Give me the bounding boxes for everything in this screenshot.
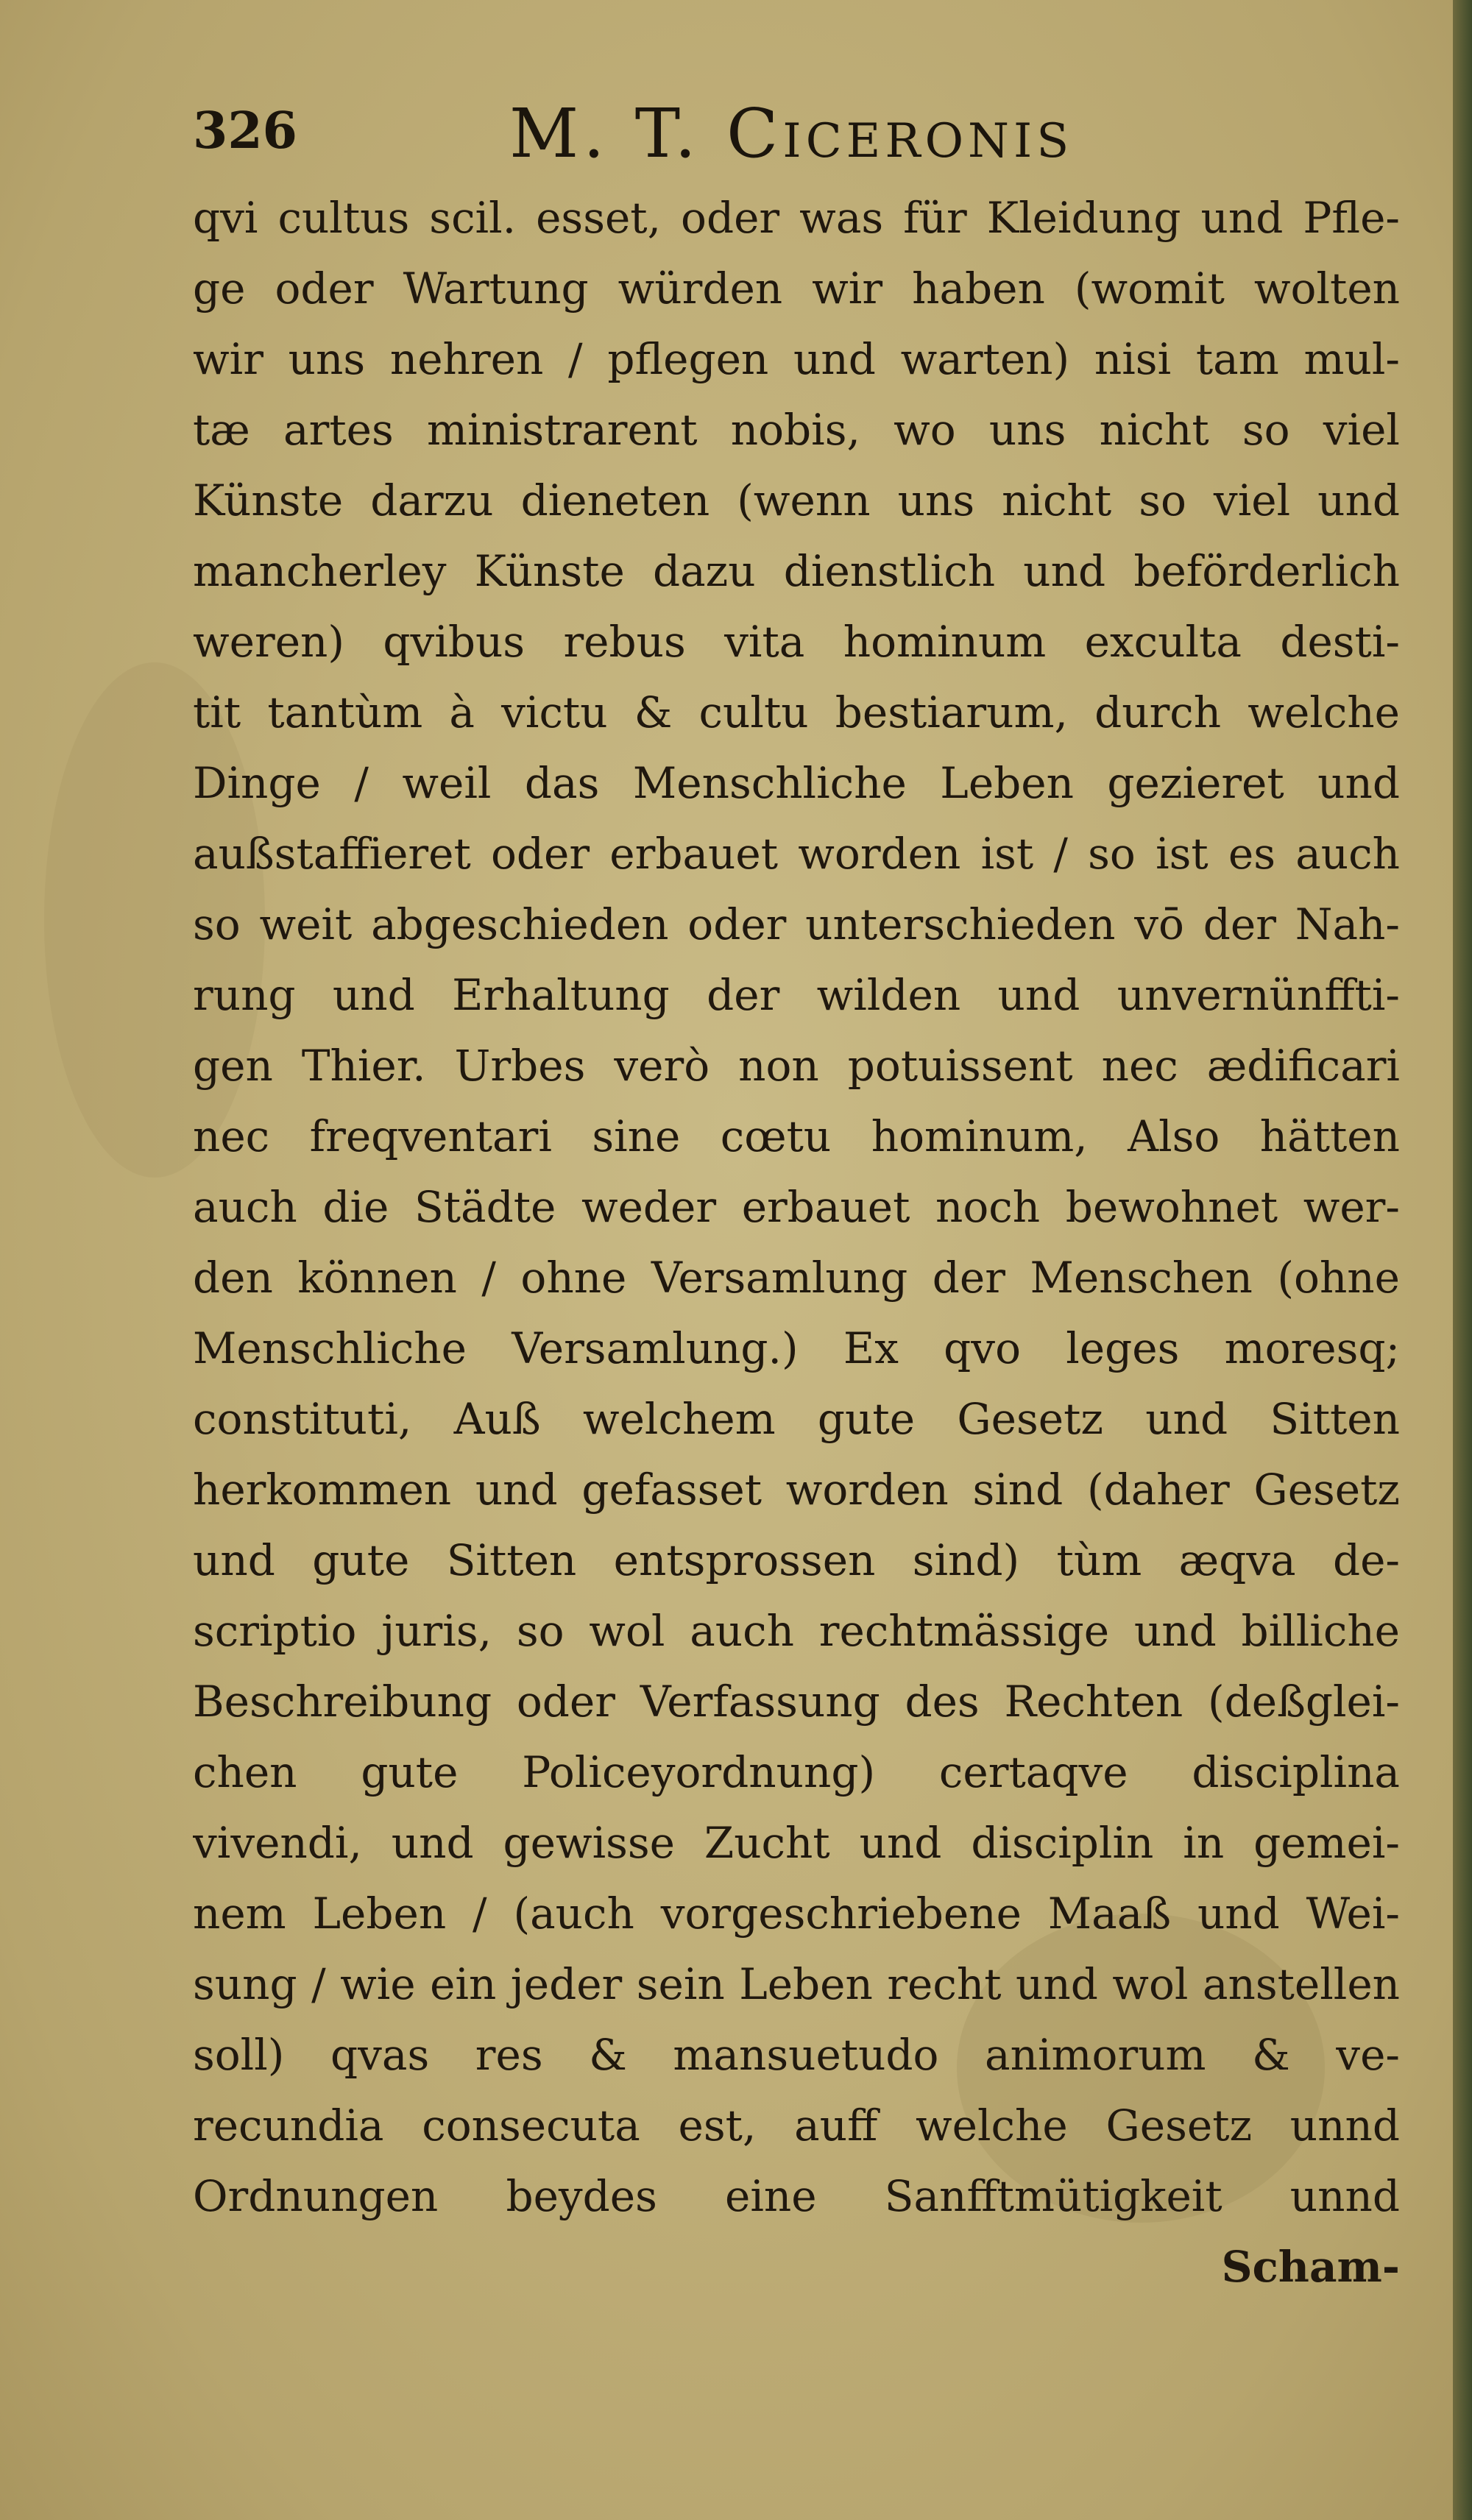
text-line: ge oder Wartung würden wir haben (womit wolten [193, 263, 1400, 314]
body-text [193, 183, 1400, 2302]
text-line: weren) qvibus rebus vita hominum exculta desti- [193, 617, 1400, 667]
text-line: außstaffieret oder erbauet worden ist / so ist es auch [193, 829, 1400, 879]
text-line: mancherley Künste dazu dienstlich und beförderlich [193, 546, 1400, 596]
show-through-text [177, 2208, 1281, 2429]
text-line: den können / ohne Versamlung der Menschen (ohne [193, 1253, 1400, 1303]
text-line: chen gute Policeyordnung) certaqve disciplina [193, 1747, 1400, 1797]
text-line: tit tantùm à victu & cultu bestiarum, durch welche [193, 687, 1400, 737]
text-line: soll) qvas res & mansuetudo animorum & ve- [193, 2030, 1400, 2080]
text-line: Beschreibung oder Verfassung des Rechten (deßglei- [193, 1677, 1400, 1727]
running-title: M. T. Ciceronis [509, 94, 1074, 173]
text-line: Scham- [1221, 2242, 1400, 2292]
text-line: constituti, Auß welchem gute Gesetz und Sitten [193, 1394, 1400, 1444]
text-line: auch die Städte weder erbauet noch bewohnet wer- [193, 1182, 1400, 1232]
text-line: gen Thier. Urbes verò non potuissent nec ædificari [193, 1041, 1400, 1091]
text-line: scriptio juris, so wol auch rechtmässige und billiche [193, 1606, 1400, 1656]
text-line: vivendi, und gewisse Zucht und disciplin in gemei- [193, 1818, 1400, 1868]
text-line: sung / wie ein jeder sein Leben recht und wol anstellen [193, 1959, 1400, 2009]
text-line: qvi cultus scil. esset, oder was für Kleidung und Pfle- [193, 193, 1400, 243]
page-number: 326 [193, 102, 297, 160]
text-line: so weit abgeschieden oder unterschieden vō der Nah- [193, 899, 1400, 949]
text-line: Ordnungen beydes eine Sanfftmütigkeit unnd [193, 2171, 1400, 2221]
text-line: tæ artes ministrarent nobis, wo uns nicht so viel [193, 405, 1400, 455]
text-line: nem Leben / (auch vorgeschriebene Maaß und Wei- [193, 1889, 1400, 1939]
text-line: Menschliche Versamlung.) Ex qvo leges moresq; [193, 1323, 1400, 1373]
book-gutter [1453, 0, 1472, 2520]
text-line: nec freqventari sine cœtu hominum, Also hätten [193, 1111, 1400, 1161]
text-line: Künste darzu dieneten (wenn uns nicht so viel und [193, 475, 1400, 525]
text-line: recundia consecuta est, auff welche Gesetz unnd [193, 2100, 1400, 2151]
text-line: rung und Erhaltung der wilden und unvernünffti- [193, 970, 1400, 1020]
text-line: herkommen und gefasset worden sind (daher Gesetz [193, 1465, 1400, 1515]
text-line: wir uns nehren / pflegen und warten) nisi tam mul- [193, 334, 1400, 384]
text-line: Dinge / weil das Menschliche Leben gezieret und [193, 758, 1400, 808]
page-header [193, 94, 1415, 175]
text-line: und gute Sitten entsprossen sind) tùm æqva de- [193, 1535, 1400, 1585]
